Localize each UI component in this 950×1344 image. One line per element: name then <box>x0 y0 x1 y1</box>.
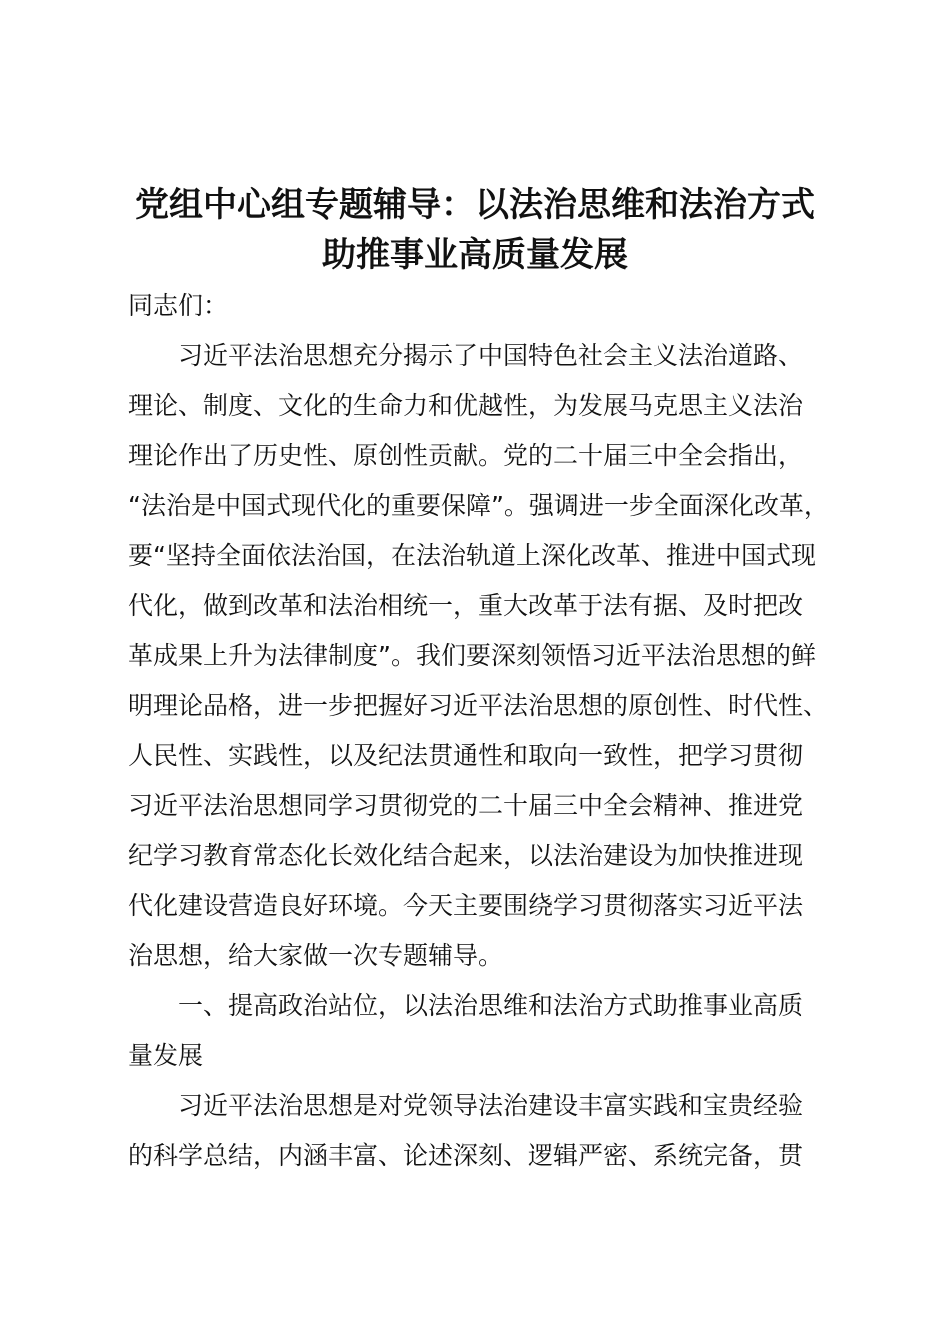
body-line: 要“坚持全面依法治国，在法治轨道上深化改革、推进中国式现 <box>128 541 816 570</box>
section-heading-line: 量发展 <box>128 1041 204 1070</box>
body-line: 习近平法治思想同学习贯彻党的二十届三中全会精神、推进党 <box>128 791 804 820</box>
body-line: 代化，做到改革和法治相统一，重大改革于法有据、及时把改 <box>128 591 804 620</box>
salutation: 同志们： <box>128 291 229 320</box>
body-line: 的科学总结，内涵丰富、论述深刻、逻辑严密、系统完备，贯 <box>128 1141 804 1170</box>
body-line: 理论、制度、文化的生命力和优越性，为发展马克思主义法治 <box>128 391 804 420</box>
body-line: 明理论品格，进一步把握好习近平法治思想的原创性、时代性、 <box>128 691 829 720</box>
body-line: 习近平法治思想是对党领导法治建设丰富实践和宝贵经验 <box>128 1091 804 1120</box>
document-title-line-1: 党组中心组专题辅导：以法治思维和法治方式 <box>135 185 815 225</box>
body-line: 理论作出了历史性、原创性贡献。党的二十届三中全会指出， <box>128 441 804 470</box>
document-title-line-2: 助推事业高质量发展 <box>322 235 628 275</box>
body-line: 人民性、实践性，以及纪法贯通性和取向一致性，把学习贯彻 <box>128 741 804 770</box>
body-line: 习近平法治思想充分揭示了中国特色社会主义法治道路、 <box>128 341 804 370</box>
body-line: 革成果上升为法律制度”。我们要深刻领悟习近平法治思想的鲜 <box>128 641 816 670</box>
body-line: 治思想，给大家做一次专题辅导。 <box>128 941 504 970</box>
body-line: “法治是中国式现代化的重要保障”。强调进一步全面深化改革， <box>128 491 829 520</box>
body-line: 代化建设营造良好环境。今天主要围绕学习贯彻落实习近平法 <box>128 891 804 920</box>
section-heading-line: 一、提高政治站位，以法治思维和法治方式助推事业高质 <box>128 991 804 1020</box>
body-line: 纪学习教育常态化长效化结合起来，以法治建设为加快推进现 <box>128 841 804 870</box>
